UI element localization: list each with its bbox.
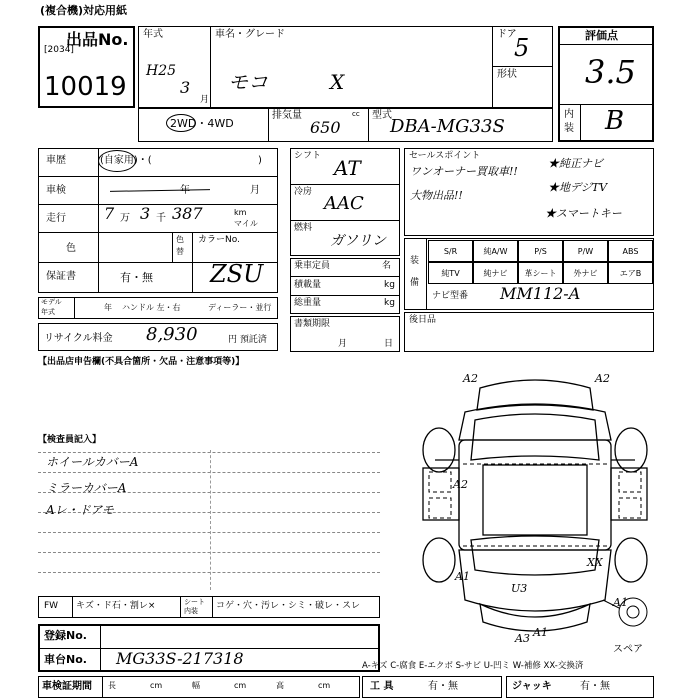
- inspector-note-2: ミラーカバーA: [46, 481, 127, 495]
- bottom-cell: 長: [108, 681, 116, 690]
- damage-mark: A1: [613, 596, 628, 609]
- car-damage-diagram: [405, 360, 665, 660]
- type-value: DBA-MG33S: [390, 116, 505, 137]
- mileage-man-unit: 万: [120, 213, 130, 224]
- inspector-note-1: ホイールカバーA: [46, 455, 139, 469]
- navi-label: ナビ型番: [432, 291, 469, 301]
- equipment-item: 純TV: [428, 262, 473, 284]
- model-label: 車名・グレード: [215, 29, 285, 40]
- fuel-label: 燃料: [294, 223, 313, 233]
- bottom-cell: 高: [276, 681, 284, 690]
- shift-label: シフト: [294, 151, 322, 161]
- equipment-item: P/S: [518, 240, 563, 262]
- equipment-item: P/W: [563, 240, 608, 262]
- tools-label: 工 具: [370, 681, 394, 692]
- grade-value: 3.5: [585, 53, 636, 91]
- bottom-cell: cm: [150, 681, 163, 690]
- equipment-item: エアB: [608, 262, 653, 284]
- displacement-unit: cc: [352, 110, 360, 118]
- damage-mark: XX: [587, 556, 603, 569]
- color-code-value: ZSU: [210, 260, 264, 288]
- capacity-label: 乗車定員: [294, 261, 331, 271]
- capacity-unit: 名: [382, 261, 392, 271]
- lot-label: 出品No.: [66, 30, 129, 49]
- warranty-label: 保証書: [46, 271, 76, 282]
- jack-label: ジャッキ: [512, 681, 552, 692]
- equipment-item: 純A/W: [473, 240, 518, 262]
- mileage-hundred: 387: [172, 204, 203, 223]
- mileage-label: 走行: [46, 213, 66, 224]
- door-label: ドア: [497, 29, 517, 40]
- sales-right-1: ★純正ナビ: [548, 157, 603, 170]
- sales-points-label: セールスポイント: [409, 151, 481, 161]
- color-gae: 替: [176, 247, 184, 256]
- recycle-value: 8,930: [146, 324, 198, 345]
- navi-value: MM112-A: [500, 284, 581, 303]
- grade-label: 評価点: [585, 29, 618, 42]
- damage-mark: A2: [595, 372, 610, 385]
- damage-mark: U3: [511, 582, 528, 595]
- docs-label: 書類期限: [294, 319, 331, 329]
- inspector-label: 【検査員記入】: [38, 435, 102, 445]
- sales-right-2: ★地デジTV: [548, 181, 608, 194]
- bottom-cell: 幅: [192, 681, 200, 690]
- displacement-label: 排気量: [272, 110, 302, 121]
- condition-items2: コゲ・穴・汚レ・シミ・破レ・スレ: [216, 601, 361, 611]
- recycle-label: リサイクル料金: [44, 333, 113, 344]
- recycle-unit: 円 預託済: [228, 335, 267, 345]
- door-value: 5: [514, 34, 530, 62]
- post-fit-label: 後日品: [409, 315, 437, 325]
- history-label: 車歴: [46, 155, 66, 166]
- ac-value: AAC: [324, 193, 364, 214]
- bottom-bar-label: 車検証期間: [42, 681, 92, 692]
- history-close: ): [258, 155, 262, 166]
- weight-unit: kg: [384, 298, 395, 308]
- equipment-label: 装備: [410, 256, 420, 288]
- year-month: 3: [180, 78, 191, 97]
- inspector-line: [38, 452, 380, 453]
- chassis-value: MG33S-217318: [116, 649, 244, 668]
- model-year-label2: 年式: [41, 308, 55, 316]
- equipment-item: 外ナビ: [563, 262, 608, 284]
- inspector-line: [38, 572, 380, 573]
- equipment-item: S/R: [428, 240, 473, 262]
- damage-mark: A2: [453, 478, 468, 491]
- chassis-label: 車台No.: [44, 653, 87, 666]
- shift-value: AT: [334, 156, 361, 180]
- load-label: 積載量: [294, 280, 322, 290]
- damage-legend: A-キズ C-腐食 E-エクボ S-サビ U-凹ミ W-補修 XX-交換済: [362, 661, 584, 671]
- bottom-cell: cm: [234, 681, 247, 690]
- jack-value: 有・無: [580, 681, 610, 692]
- bottom-cell: cm: [318, 681, 331, 690]
- drive-text: 2WD・4WD: [170, 117, 234, 130]
- interior-label: 内装: [564, 109, 574, 134]
- mileage-km: km: [234, 208, 247, 217]
- history-circle: [98, 150, 136, 172]
- displacement-value: 650: [310, 118, 341, 137]
- condition-items1: キズ・ド石・割レ×: [76, 601, 156, 611]
- sales-left-2: 大物出品!!: [410, 189, 463, 202]
- inspector-note-3: Aレ・ドアモ: [46, 503, 114, 517]
- model-name: モコ: [228, 70, 268, 94]
- registration-label: 登録No.: [44, 629, 87, 642]
- inspector-line: [38, 472, 380, 473]
- type-label: 型式: [372, 110, 392, 121]
- equipment-item: ABS: [608, 240, 653, 262]
- history-value: (自家用)・(: [100, 155, 152, 166]
- inspector-line: [38, 532, 380, 533]
- model-grade: X: [330, 70, 345, 94]
- docs-month: 月: [338, 339, 348, 349]
- inspection-month: 月: [250, 185, 260, 196]
- docs-day: 日: [384, 339, 394, 349]
- inspection-label: 車検: [46, 185, 66, 196]
- damage-mark: A1: [455, 570, 470, 583]
- year-value: H25: [146, 63, 177, 79]
- weight-label: 総重量: [294, 298, 322, 308]
- mileage-man: 7: [104, 204, 115, 223]
- mileage-sen: 3: [140, 204, 151, 223]
- model-year-handle: ハンドル 左・右: [122, 303, 181, 312]
- inspection-year: 年: [180, 185, 190, 196]
- warranty-value: 有・無: [120, 271, 153, 284]
- load-unit: kg: [384, 280, 395, 290]
- model-year-label1: モデル: [41, 298, 62, 306]
- equipment-item: 革シート: [518, 262, 563, 284]
- equipment-item: 純ナビ: [473, 262, 518, 284]
- lot-sub: [2034]: [44, 45, 74, 55]
- inspector-line: [38, 552, 380, 553]
- lot-number: 10019: [44, 72, 127, 102]
- model-year-dealer: ディーラー・並行: [208, 303, 272, 312]
- ac-label: 冷房: [294, 187, 313, 197]
- color-code-label: カラーNo.: [198, 235, 240, 245]
- year-month-unit: 月: [200, 95, 210, 105]
- mileage-sen-unit: 千: [156, 213, 166, 224]
- post-fit-box: [404, 312, 654, 352]
- copier-note: (複合機)対応用紙: [40, 4, 128, 17]
- tools-value: 有・無: [428, 681, 458, 692]
- sales-right-3: ★スマートキー: [545, 207, 622, 220]
- condition-seat-label: シート 内装: [184, 598, 205, 615]
- sales-left-1: ワンオーナー買取車!!: [410, 165, 518, 178]
- condition-fw: FW: [44, 601, 59, 611]
- color-label: 色: [66, 243, 76, 254]
- drive-circle: [166, 114, 196, 132]
- fuel-value: ガソリン: [330, 233, 386, 249]
- damage-mark: A3: [515, 632, 530, 645]
- shape-label: 形状: [497, 69, 517, 80]
- year-label: 年式: [143, 29, 163, 40]
- color-iro: 色: [176, 235, 184, 244]
- seller-note-label: 【出品店申告欄(不具合箇所・欠品・注意事項等)】: [38, 357, 245, 367]
- spare-label: スペア: [613, 644, 643, 655]
- model-year-year: 年: [104, 303, 112, 312]
- mileage-mile: マイル: [234, 219, 258, 228]
- damage-mark: A1: [533, 626, 548, 639]
- interior-value: B: [605, 106, 625, 136]
- damage-mark: A2: [463, 372, 478, 385]
